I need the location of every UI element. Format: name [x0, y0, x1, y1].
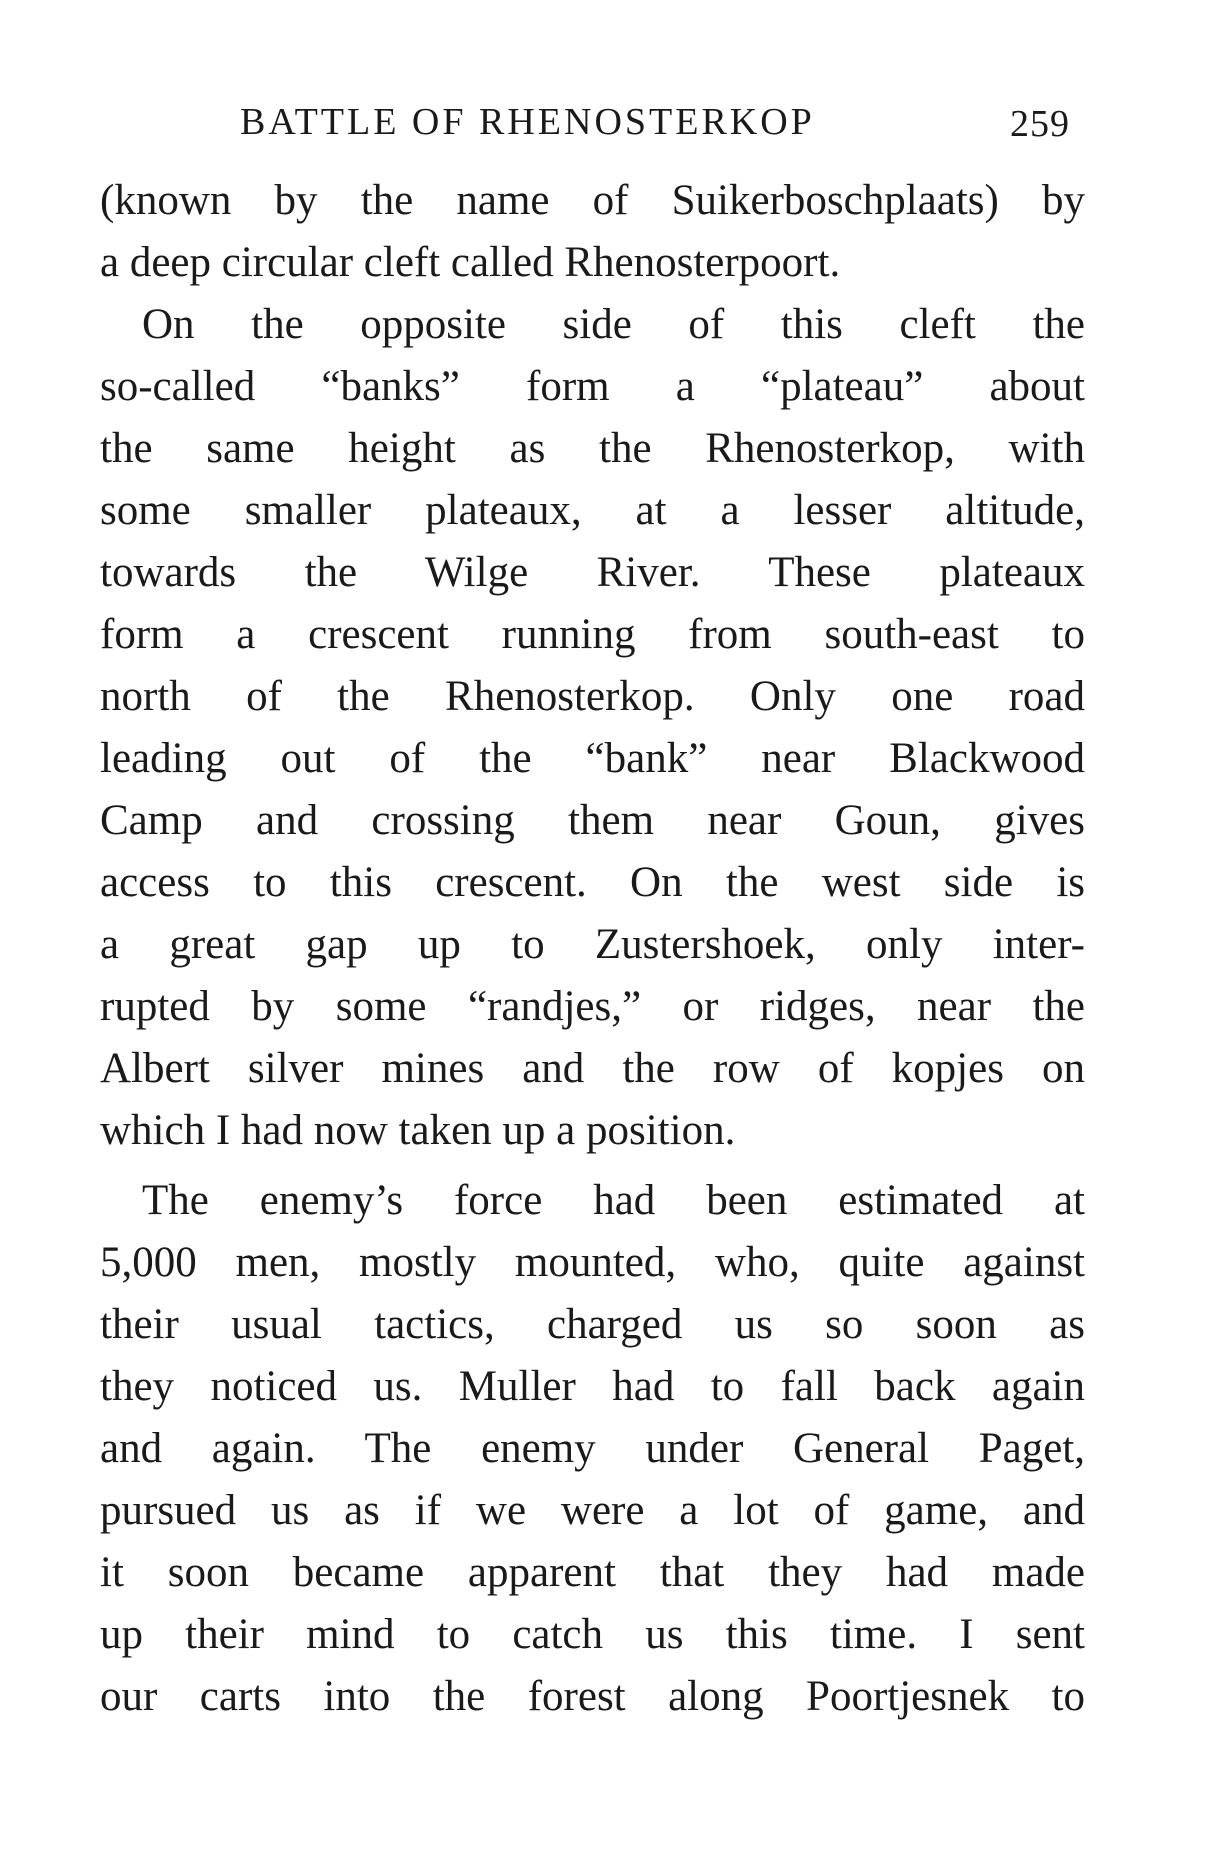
- text-line: Camp and crossing them near Goun, gives: [100, 797, 1085, 844]
- text-line: a great gap up to Zustershoek, only inter-: [100, 921, 1085, 968]
- text-line: it soon became apparent that they had made: [100, 1549, 1085, 1596]
- paragraph-gap: [100, 1162, 1085, 1170]
- text-line: On the opposite side of this cleft the: [142, 301, 1085, 348]
- running-header: [0, 100, 1228, 160]
- text-line: form a crescent running from south-east to: [100, 611, 1085, 658]
- text-line: The enemy’s force had been estimated at: [142, 1177, 1085, 1224]
- text-line: a deep circular cleft called Rhenosterpoort.: [100, 239, 841, 286]
- text-line: they noticed us. Muller had to fall back again: [100, 1363, 1085, 1410]
- text-line: leading out of the “bank” near Blackwood: [100, 735, 1085, 782]
- text-line: their usual tactics, charged us so soon as: [100, 1301, 1085, 1348]
- text-line: and again. The enemy under General Paget,: [100, 1425, 1085, 1472]
- page-number: 259: [1010, 103, 1070, 145]
- text-line: up their mind to catch us this time. I sent: [100, 1611, 1085, 1658]
- text-line: (known by the name of Suikerboschplaats) by: [100, 177, 1085, 224]
- text-line: the same height as the Rhenosterkop, with: [100, 425, 1085, 472]
- text-line: our carts into the forest along Poortjesnek to: [100, 1673, 1085, 1720]
- body-text: [100, 170, 1085, 1728]
- text-line: Albert silver mines and the row of kopjes on: [100, 1045, 1085, 1092]
- text-line: towards the Wilge River. These plateaux: [100, 549, 1085, 596]
- text-line: some smaller plateaux, at a lesser altitude,: [100, 487, 1085, 534]
- chapter-title: BATTLE OF RHENOSTERKOP: [240, 101, 815, 143]
- text-line: access to this crescent. On the west side is: [100, 859, 1085, 906]
- text-line: rupted by some “randjes,” or ridges, near the: [100, 983, 1085, 1030]
- text-line: 5,000 men, mostly mounted, who, quite against: [100, 1239, 1085, 1286]
- text-line: so-called “banks” form a “plateau” about: [100, 363, 1085, 410]
- text-line: which I had now taken up a position.: [100, 1107, 736, 1154]
- text-line: pursued us as if we were a lot of game, and: [100, 1487, 1085, 1534]
- text-line: north of the Rhenosterkop. Only one road: [100, 673, 1085, 720]
